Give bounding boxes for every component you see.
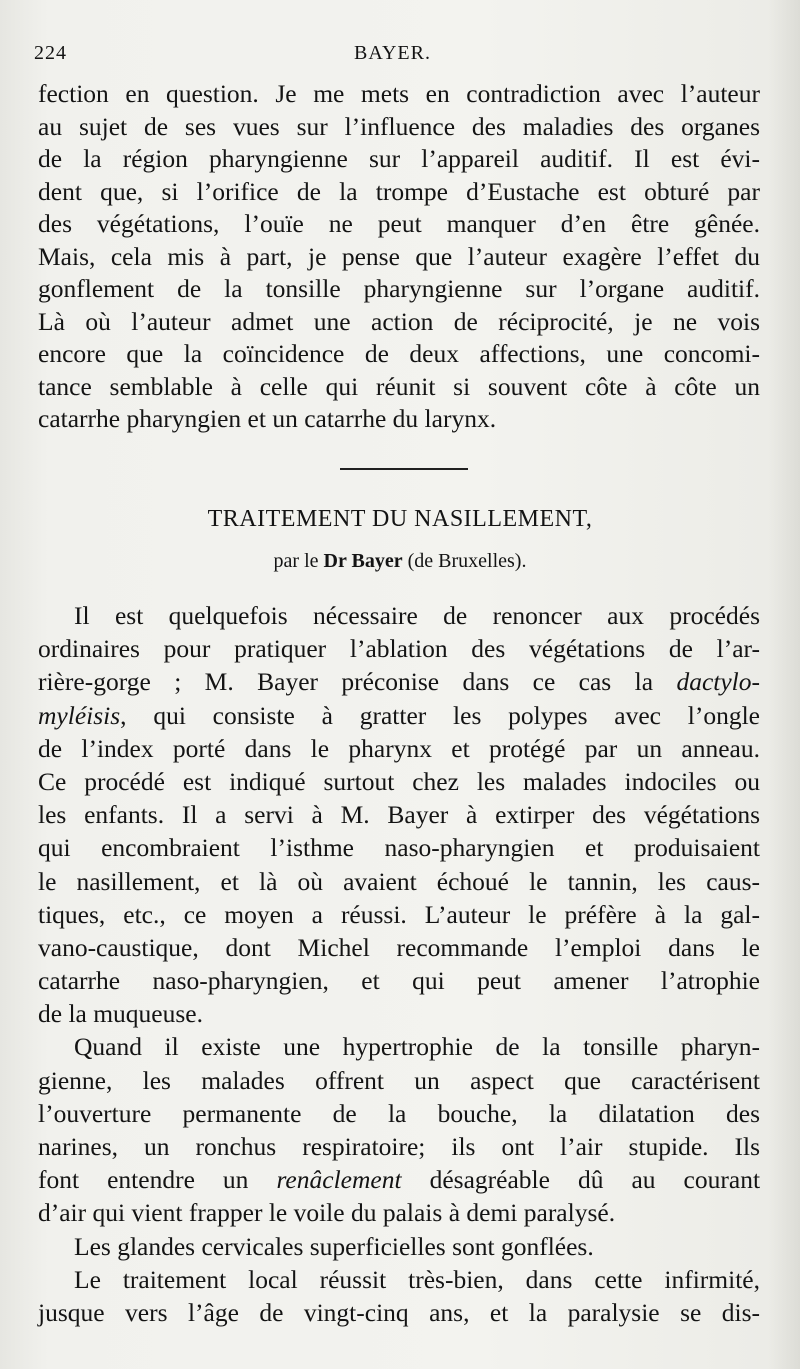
text-line	[38, 666, 760, 699]
text-line: Les glandes cervicales superficielles sont gonflées.	[74, 1231, 594, 1261]
text-line: l’ouverture permanente de la bouche, la dilatation des	[38, 1098, 760, 1128]
text-line: au sujet de ses vues sur l’influence des maladies des organes	[38, 111, 760, 141]
text-fragment: désagréable dû au courant	[429, 1165, 761, 1195]
text-line: de l’index porté dans le pharynx et protégé par un anneau.	[38, 733, 760, 763]
text-line: Le traitement local réussit très-bien, dans cette infirmité,	[74, 1264, 760, 1294]
byline-suffix: (de Bruxelles).	[407, 550, 527, 572]
text-line: dent que, si l’orifice de la trompe d’Eustache est obturé par	[38, 176, 760, 206]
text-line: jusque vers l’âge de vingt-cinq ans, et la paralysie se dis-	[38, 1297, 760, 1327]
text-line: Mais, cela mis à part, je pense que l’auteur exagère l’effet du	[38, 241, 760, 271]
text-line: de la muqueuse.	[38, 999, 203, 1029]
text-line: les enfants. Il a servi à M. Bayer à extirper des végétations	[38, 800, 760, 830]
text-line: tiques, etc., ce moyen a réussi. L’auteur le préfère à la gal-	[38, 899, 760, 929]
section-divider	[340, 468, 468, 470]
running-head: BAYER.	[354, 42, 431, 64]
text-line: gonflement de la tonsille pharyngienne sur l’organe auditif.	[38, 274, 760, 303]
text-line: catarrhe pharyngien et un catarrhe du larynx.	[38, 404, 497, 433]
paragraph-continuation	[38, 78, 760, 436]
text-line: d’air qui vient frapper le voile du palais à demi paralysé.	[38, 1198, 616, 1228]
page-header	[34, 42, 764, 72]
text-line: le nasillement, et là où avaient échoué le tannin, les caus-	[38, 866, 760, 896]
text-fragment: , qui consiste à gratter les polypes avec l’ongle	[120, 700, 760, 730]
text-line: Là où l’auteur admet une action de réciprocité, je ne vois	[38, 306, 760, 336]
page-number: 224	[34, 42, 67, 64]
byline	[0, 550, 800, 573]
text-line: ordinaires pour pratiquer l’ablation des végétations de l’ar-	[38, 634, 760, 664]
text-line: qui encombraient l’isthme naso-pharyngien et produisaient	[38, 833, 760, 863]
text-line: des végétations, l’ouïe ne peut manquer d’en être gênée.	[38, 209, 760, 238]
text-line	[38, 1164, 760, 1197]
italic-term: renâclement	[276, 1165, 402, 1195]
byline-author: Dr Bayer	[323, 550, 403, 572]
text-line: catarrhe naso-pharyngien, et qui peut amener l’atrophie	[38, 966, 760, 996]
text-line: encore que la coïncidence de deux affections, une concomi-	[38, 339, 760, 368]
text-line: Il est quelquefois nécessaire de renoncer aux procédés	[74, 601, 760, 630]
section-title: TRAITEMENT DU NASILLEMENT,	[207, 506, 593, 532]
text-line: Ce procédé est indiqué surtout chez les malades indociles ou	[38, 766, 760, 796]
text-fragment: font entendre un	[38, 1165, 249, 1195]
italic-term: myléisis	[38, 700, 121, 730]
text-line: tance semblable à celle qui réunit si souvent côte à côte un	[38, 371, 760, 401]
text-line	[38, 700, 760, 733]
text-fragment: rière-gorge ; M. Bayer préconise dans ce cas la	[38, 667, 654, 697]
italic-term: dactylo-	[676, 667, 760, 697]
byline-prefix: par le	[273, 550, 319, 572]
text-line: fection en question. Je me mets en contradiction avec l’auteur	[38, 79, 760, 108]
text-line: de la région pharyngienne sur l’appareil auditif. Il est évi-	[38, 144, 760, 173]
text-line: vano-caustique, dont Michel recommande l’emploi dans le	[38, 932, 760, 962]
article-body	[38, 600, 760, 1330]
text-line: Quand il existe une hypertrophie de la tonsille pharyn-	[74, 1032, 760, 1062]
text-line: gienne, les malades offrent un aspect que caractérisent	[38, 1065, 760, 1095]
text-line: narines, un ronchus respiratoire; ils ont l’air stupide. Ils	[38, 1132, 760, 1161]
